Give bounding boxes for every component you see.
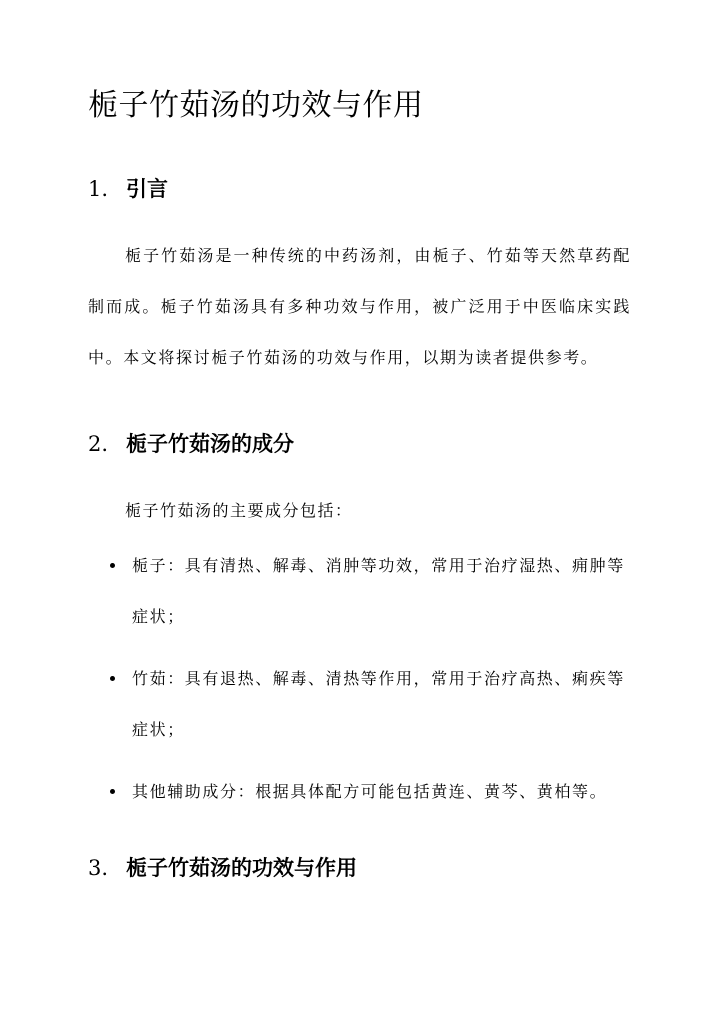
- bullet-icon: [110, 676, 115, 681]
- bullet-icon: [110, 563, 115, 568]
- list-item-text: 栀子：具有清热、解毒、消肿等功效，常用于治疗湿热、痈肿等症状；: [132, 556, 625, 626]
- section-heading-text: 栀子竹茹汤的成分: [126, 431, 294, 456]
- introduction-paragraph: 栀子竹茹汤是一种传统的中药汤剂，由栀子、竹茹等天然草药配制而成。栀子竹茹汤具有多种功效与作用，被广泛用于中医临床实践中。本文将探讨栀子竹茹汤的功效与作用，以期为读者提供参考。: [88, 246, 631, 367]
- bullet-icon: [110, 789, 115, 794]
- ingredients-lead-text: 栀子竹茹汤的主要成分包括：: [125, 501, 353, 520]
- list-item: [88, 540, 628, 642]
- section-heading-ingredients: [88, 429, 294, 459]
- section-heading-introduction: [88, 174, 168, 204]
- section-heading-text: 引言: [126, 176, 168, 201]
- list-item-text: 竹茹：具有退热、解毒、清热等作用，常用于治疗高热、痢疾等症状；: [132, 669, 625, 739]
- document-title: 栀子竹茹汤的功效与作用: [88, 88, 424, 123]
- section-heading-effects: [88, 853, 357, 883]
- list-item-text: 其他辅助成分：根据具体配方可能包括黄连、黄芩、黄柏等。: [132, 782, 608, 801]
- section-number: 2.: [88, 432, 109, 456]
- section-number: 3.: [88, 856, 109, 880]
- list-item: [88, 766, 628, 817]
- list-item: [88, 653, 628, 755]
- section-number: 1.: [88, 177, 109, 201]
- section-heading-text: 栀子竹茹汤的功效与作用: [126, 855, 357, 880]
- ingredients-list: [88, 540, 628, 828]
